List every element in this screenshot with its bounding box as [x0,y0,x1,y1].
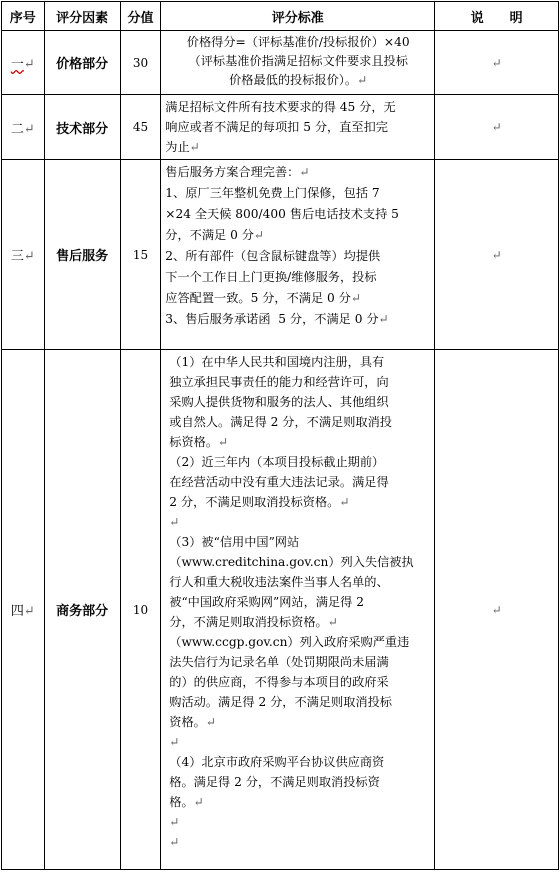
row-note [435,31,559,95]
row-note [435,160,559,350]
paragraph-mark-icon: ↵ [491,602,502,617]
paragraph-mark-icon: ↵ [378,312,389,326]
header-factor: 评分因素 [44,2,120,31]
header-standard: 评分标准 [161,2,435,31]
paragraph-mark-icon: ↵ [350,291,362,305]
paragraph-mark-icon: ↵ [491,120,502,134]
standard-line: 响应或者不满足的每项扣 5 分，直至扣完 [165,120,388,134]
paragraph-mark-icon: ↵ [218,435,229,449]
row-factor: 商务部分 [44,350,120,870]
standard-line: 分，不满足则取消投标资格。↵ [169,615,338,629]
scoring-table [1,1,559,870]
paragraph-mark-icon: ↵ [169,515,180,529]
standard-line: 的）的供应商，不得参与本项目的政府采 [169,675,389,689]
paragraph-mark-icon: ↵ [205,715,217,729]
paragraph-mark-icon: ↵ [299,165,310,179]
row-number: 四↵ [2,350,45,870]
row-standard [161,31,435,95]
row-score: 30 [120,31,161,95]
standard-line: 3、售后服务承诺函 5 分，不满足 0 分↵ [165,312,389,326]
standard-line: 法失信行为记录名单（处罚期限尚未届满 [169,655,389,669]
standard-line: 价格得分=（评标基准价/投标报价）×40 [186,35,410,49]
row-note [435,350,559,870]
paragraph-mark-icon: ↵ [23,57,35,72]
standard-line: 在经营活动中没有重大违法记录。满足得 [169,475,389,489]
standard-line: （3）被“信用中国”网站 [169,535,300,549]
standard-line: 购活动。满足得 2 分，不满足则取消投标 [169,695,392,709]
standard-line: 或自然人。满足得 2 分，不满足则取消投 [169,415,392,429]
header-score: 分值 [120,2,161,31]
paragraph-mark-icon: ↵ [169,835,180,849]
paragraph-mark-icon: ↵ [357,73,368,87]
row-factor: 价格部分 [44,31,120,95]
header-row [2,2,559,31]
table-row [2,31,559,95]
standard-line: 满足招标文件所有技术要求的得 45 分，无 [165,100,396,114]
standard-line: 1、原厂三年整机免费上门保修，包括 7 [165,186,380,200]
standard-line: （2）近三年内（本项目投标截止期前） [169,455,385,469]
row-score: 15 [120,160,161,350]
row-factor: 售后服务 [44,160,120,350]
standard-line: 为止↵ [165,140,200,154]
standard-line: 采购人提供货物和服务的法人、其他组织 [169,395,389,409]
paragraph-mark-icon: ↵ [193,795,204,809]
standard-line: 资格。↵ [169,715,217,729]
standard-line: （4）北京市政府采购平台协议供应商资 [169,755,385,769]
paragraph-mark-icon: ↵ [339,495,350,509]
standard-line [169,732,431,752]
standard-line: 2、所有部件（包含鼠标键盘等）均提供 [165,249,381,263]
paragraph-mark-icon: ↵ [23,249,35,264]
standard-line: 被“中国政府采购网”网站，满足得 2 [169,595,364,609]
row-standard [161,95,435,160]
row-standard [161,350,435,870]
standard-line: 2 分，不满足则取消投标资格。↵ [169,495,350,509]
paragraph-mark-icon: ↵ [23,121,35,137]
row-note [435,95,559,160]
header-no: 序号 [2,2,45,31]
row-number: 三↵ [2,160,45,350]
paragraph-mark-icon: ↵ [491,247,502,262]
standard-line [169,512,431,532]
standard-line: （1）在中华人民共和国境内注册，具有 [169,355,385,369]
standard-line: 分，不满足 0 分↵ [165,228,265,242]
table-row [2,160,559,350]
paragraph-mark-icon: ↵ [23,604,35,619]
standard-line: （评标基准价指满足招标文件要求且投标 [188,54,408,68]
standard-line: 售后服务方案合理完善：↵ [165,165,310,179]
table-row [2,95,559,160]
standard-line: 价格最低的投标报价）。↵ [229,73,368,87]
paragraph-mark-icon: ↵ [169,735,180,749]
row-number: 二↵ [2,95,45,160]
paragraph-mark-icon: ↵ [169,815,180,829]
paragraph-mark-icon: ↵ [491,55,502,70]
row-factor: 技术部分 [44,95,120,160]
paragraph-mark-icon: ↵ [253,228,265,242]
standard-line: 下一个工作日上门更换/维修服务，投标 [165,270,377,284]
standard-line: 格。↵ [169,795,204,809]
standard-line [169,832,431,852]
row-score: 10 [120,350,161,870]
paragraph-mark-icon: ↵ [189,140,200,154]
standard-line: 独立承担民事责任的能力和经营许可，向 [169,375,389,389]
standard-line [169,812,431,832]
standard-line: ×24 全天候 800/400 售后电话技术支持 5 [165,207,399,221]
standard-line: 标资格。↵ [169,435,229,449]
row-standard [161,160,435,350]
header-note: 说 明 [435,2,559,31]
row-number: 一↵ [2,31,45,95]
standard-line: （www.creditchina.gov.cn）列入失信被执 [169,555,414,569]
row-score: 45 [120,95,161,160]
standard-line: （www.ccgp.gov.cn）列入政府采购严重违 [169,635,410,649]
standard-line: 应答配置一致。5 分，不满足 0 分↵ [165,291,362,305]
paragraph-mark-icon: ↵ [327,615,338,629]
standard-line: 行人和重大税收违法案件当事人名单的、 [169,575,389,589]
table-row [2,350,559,870]
standard-line: 格。满足得 2 分，不满足则取消投标资 [169,775,380,789]
